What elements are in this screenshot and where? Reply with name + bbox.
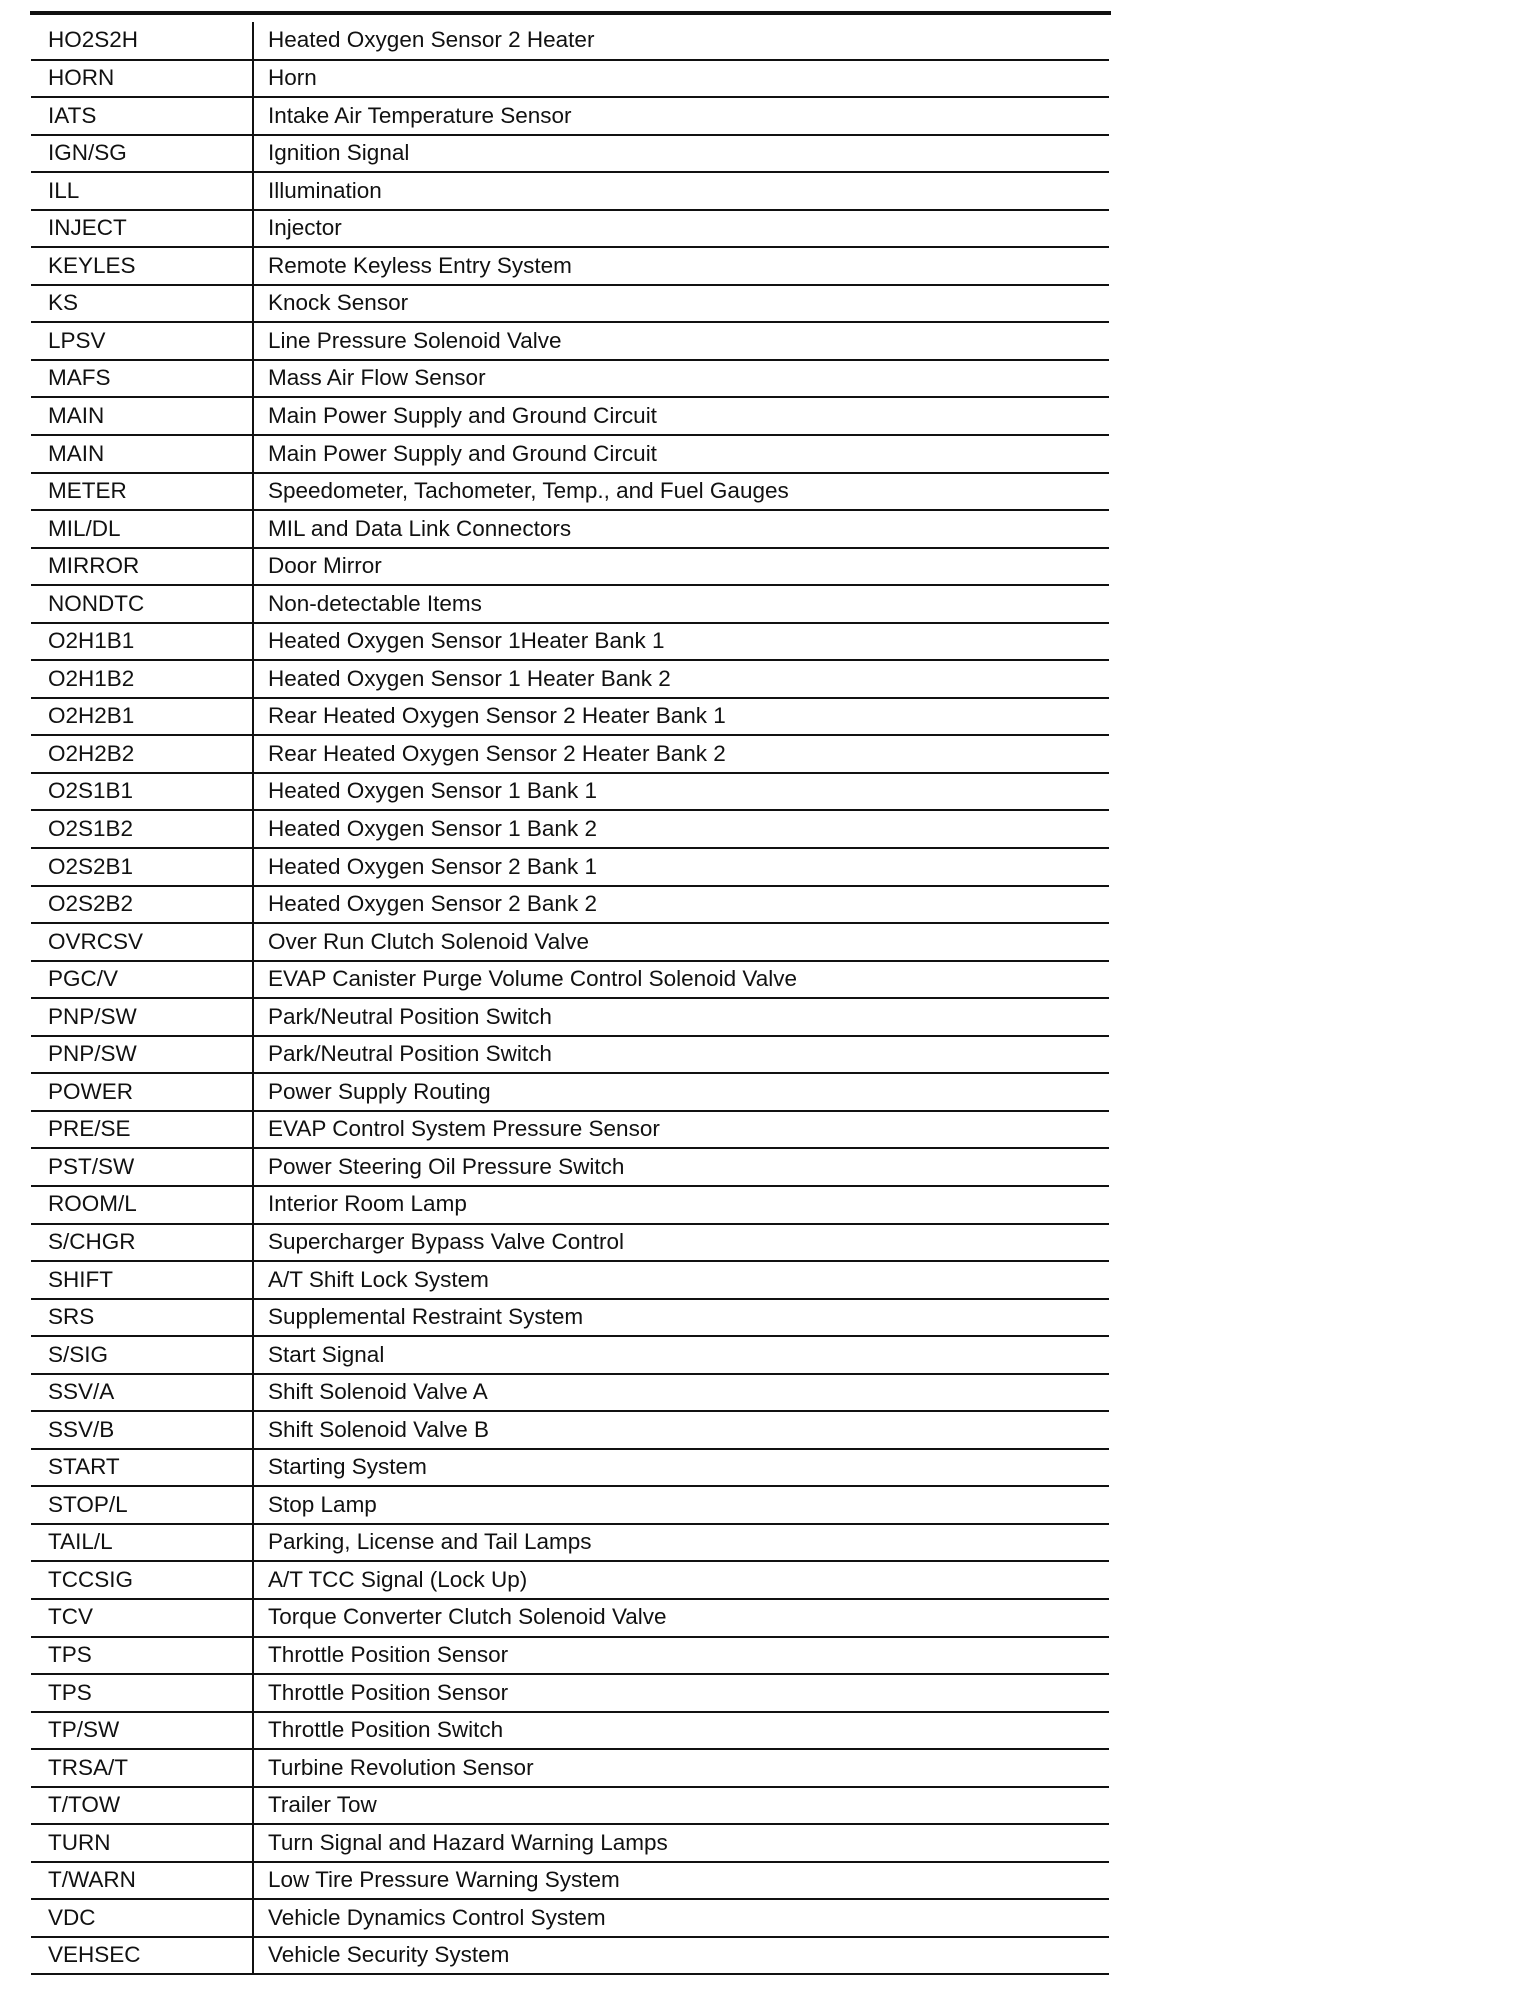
abbreviation-code: OVRCSV [31,923,253,961]
abbreviation-code: TPS [31,1674,253,1712]
abbreviation-code: SSV/B [31,1411,253,1449]
abbreviation-code: PGC/V [31,961,253,999]
abbreviation-description: Trailer Tow [253,1787,1109,1825]
abbreviation-code: METER [31,473,253,511]
table-row [31,1224,1109,1262]
abbreviation-code: IGN/SG [31,135,253,173]
table-row [31,1299,1109,1337]
abbreviation-description: Vehicle Dynamics Control System [253,1899,1109,1937]
abbreviation-description: Heated Oxygen Sensor 2 Heater [253,22,1109,60]
abbreviation-description: Torque Converter Clutch Solenoid Valve [253,1599,1109,1637]
table-row [31,623,1109,661]
abbreviation-code: HO2S2H [31,22,253,60]
table-row [31,1486,1109,1524]
abbreviation-description: Heated Oxygen Sensor 1 Bank 2 [253,810,1109,848]
abbreviation-code: ROOM/L [31,1186,253,1224]
abbreviation-code: SHIFT [31,1261,253,1299]
abbreviation-table [31,22,1109,1975]
abbreviation-description: Throttle Position Switch [253,1712,1109,1750]
abbreviation-description: Ignition Signal [253,135,1109,173]
table-row [31,1073,1109,1111]
table-row [31,1824,1109,1862]
abbreviation-code: TAIL/L [31,1524,253,1562]
abbreviation-description: Over Run Clutch Solenoid Valve [253,923,1109,961]
table-row [31,1862,1109,1900]
table-row [31,397,1109,435]
abbreviation-code: TPS [31,1637,253,1675]
abbreviation-description: Knock Sensor [253,285,1109,323]
abbreviation-description: Remote Keyless Entry System [253,247,1109,285]
abbreviation-code: O2S2B2 [31,886,253,924]
table-row [31,247,1109,285]
table-row [31,1524,1109,1562]
abbreviation-table-body [31,22,1109,1974]
table-row [31,698,1109,736]
table-row [31,810,1109,848]
abbreviation-code: VEHSEC [31,1937,253,1975]
table-row [31,1261,1109,1299]
abbreviation-description: Stop Lamp [253,1486,1109,1524]
table-row [31,135,1109,173]
abbreviation-description: Shift Solenoid Valve B [253,1411,1109,1449]
table-row [31,60,1109,98]
abbreviation-description: MIL and Data Link Connectors [253,510,1109,548]
abbreviation-description: Park/Neutral Position Switch [253,998,1109,1036]
abbreviation-code: SRS [31,1299,253,1337]
abbreviation-code: S/SIG [31,1336,253,1374]
abbreviation-description: Mass Air Flow Sensor [253,360,1109,398]
table-row [31,473,1109,511]
table-row [31,1749,1109,1787]
abbreviation-description: Supplemental Restraint System [253,1299,1109,1337]
abbreviation-description: Starting System [253,1449,1109,1487]
abbreviation-code: KS [31,285,253,323]
abbreviation-description: Line Pressure Solenoid Valve [253,322,1109,360]
table-row [31,435,1109,473]
table-row [31,1411,1109,1449]
abbreviation-description: Parking, License and Tail Lamps [253,1524,1109,1562]
abbreviation-code: O2H2B2 [31,735,253,773]
table-row [31,22,1109,60]
abbreviation-code: O2H1B1 [31,623,253,661]
table-row [31,510,1109,548]
abbreviation-code: PRE/SE [31,1111,253,1149]
abbreviation-code: STOP/L [31,1486,253,1524]
abbreviation-description: Power Steering Oil Pressure Switch [253,1148,1109,1186]
abbreviation-description: Rear Heated Oxygen Sensor 2 Heater Bank 1 [253,698,1109,736]
abbreviation-description: Non-detectable Items [253,585,1109,623]
abbreviation-description: Heated Oxygen Sensor 2 Bank 1 [253,848,1109,886]
abbreviation-code: T/TOW [31,1787,253,1825]
abbreviation-code: MAFS [31,360,253,398]
abbreviation-code: S/CHGR [31,1224,253,1262]
table-row [31,998,1109,1036]
abbreviation-description: Low Tire Pressure Warning System [253,1862,1109,1900]
table-row [31,660,1109,698]
abbreviation-description: Heated Oxygen Sensor 1Heater Bank 1 [253,623,1109,661]
abbreviation-description: Throttle Position Sensor [253,1674,1109,1712]
abbreviation-code: SSV/A [31,1374,253,1412]
abbreviation-description: EVAP Control System Pressure Sensor [253,1111,1109,1149]
abbreviation-description: Injector [253,210,1109,248]
table-row [31,97,1109,135]
abbreviation-code: INJECT [31,210,253,248]
table-row [31,1787,1109,1825]
abbreviation-description: EVAP Canister Purge Volume Control Solenoid Valve [253,961,1109,999]
abbreviation-description: Start Signal [253,1336,1109,1374]
table-row [31,285,1109,323]
abbreviation-description: Power Supply Routing [253,1073,1109,1111]
abbreviation-code: TCV [31,1599,253,1637]
abbreviation-code: PST/SW [31,1148,253,1186]
table-row [31,322,1109,360]
table-row [31,1637,1109,1675]
abbreviation-code: O2S1B2 [31,810,253,848]
abbreviation-code: T/WARN [31,1862,253,1900]
table-row [31,1036,1109,1074]
table-row [31,360,1109,398]
table-row [31,1674,1109,1712]
abbreviation-description: Interior Room Lamp [253,1186,1109,1224]
abbreviation-code: TCCSIG [31,1561,253,1599]
abbreviation-code: TURN [31,1824,253,1862]
abbreviation-code: TRSA/T [31,1749,253,1787]
table-row [31,210,1109,248]
abbreviation-description: Heated Oxygen Sensor 2 Bank 2 [253,886,1109,924]
abbreviation-description: A/T Shift Lock System [253,1261,1109,1299]
table-row [31,923,1109,961]
abbreviation-description: Heated Oxygen Sensor 1 Bank 1 [253,773,1109,811]
abbreviation-description: Door Mirror [253,548,1109,586]
table-row [31,1899,1109,1937]
abbreviation-code: NONDTC [31,585,253,623]
abbreviation-description: Illumination [253,172,1109,210]
table-row [31,1148,1109,1186]
table-row [31,1336,1109,1374]
table-row [31,172,1109,210]
table-row [31,585,1109,623]
abbreviation-description: Heated Oxygen Sensor 1 Heater Bank 2 [253,660,1109,698]
table-row [31,773,1109,811]
abbreviation-code: VDC [31,1899,253,1937]
abbreviation-code: O2H1B2 [31,660,253,698]
abbreviation-description: Park/Neutral Position Switch [253,1036,1109,1074]
abbreviation-code: MIL/DL [31,510,253,548]
table-row [31,548,1109,586]
abbreviation-code: MAIN [31,435,253,473]
table-row [31,1374,1109,1412]
abbreviation-code: O2H2B1 [31,698,253,736]
table-row [31,1937,1109,1975]
abbreviation-description: Supercharger Bypass Valve Control [253,1224,1109,1262]
abbreviation-description: A/T TCC Signal (Lock Up) [253,1561,1109,1599]
abbreviation-description: Throttle Position Sensor [253,1637,1109,1675]
table-row [31,1111,1109,1149]
abbreviation-code: HORN [31,60,253,98]
abbreviation-code: START [31,1449,253,1487]
table-row [31,1712,1109,1750]
abbreviation-code: POWER [31,1073,253,1111]
table-row [31,886,1109,924]
abbreviation-code: O2S1B1 [31,773,253,811]
table-row [31,961,1109,999]
abbreviation-code: PNP/SW [31,1036,253,1074]
abbreviation-description: Horn [253,60,1109,98]
abbreviation-description: Shift Solenoid Valve A [253,1374,1109,1412]
abbreviation-code: O2S2B1 [31,848,253,886]
table-row [31,1561,1109,1599]
abbreviation-code: PNP/SW [31,998,253,1036]
abbreviation-code: LPSV [31,322,253,360]
abbreviation-description: Rear Heated Oxygen Sensor 2 Heater Bank 2 [253,735,1109,773]
abbreviation-description: Turbine Revolution Sensor [253,1749,1109,1787]
abbreviation-description: Main Power Supply and Ground Circuit [253,397,1109,435]
table-row [31,1449,1109,1487]
abbreviation-code: ILL [31,172,253,210]
table-row [31,848,1109,886]
abbreviation-code: TP/SW [31,1712,253,1750]
table-row [31,1186,1109,1224]
table-top-rule [30,11,1111,15]
abbreviation-description: Intake Air Temperature Sensor [253,97,1109,135]
abbreviation-code: MAIN [31,397,253,435]
table-row [31,1599,1109,1637]
abbreviation-description: Turn Signal and Hazard Warning Lamps [253,1824,1109,1862]
abbreviation-description: Main Power Supply and Ground Circuit [253,435,1109,473]
abbreviation-code: KEYLES [31,247,253,285]
abbreviation-code: MIRROR [31,548,253,586]
abbreviation-description: Vehicle Security System [253,1937,1109,1975]
abbreviation-description: Speedometer, Tachometer, Temp., and Fuel Gauges [253,473,1109,511]
table-row [31,735,1109,773]
abbreviation-code: IATS [31,97,253,135]
